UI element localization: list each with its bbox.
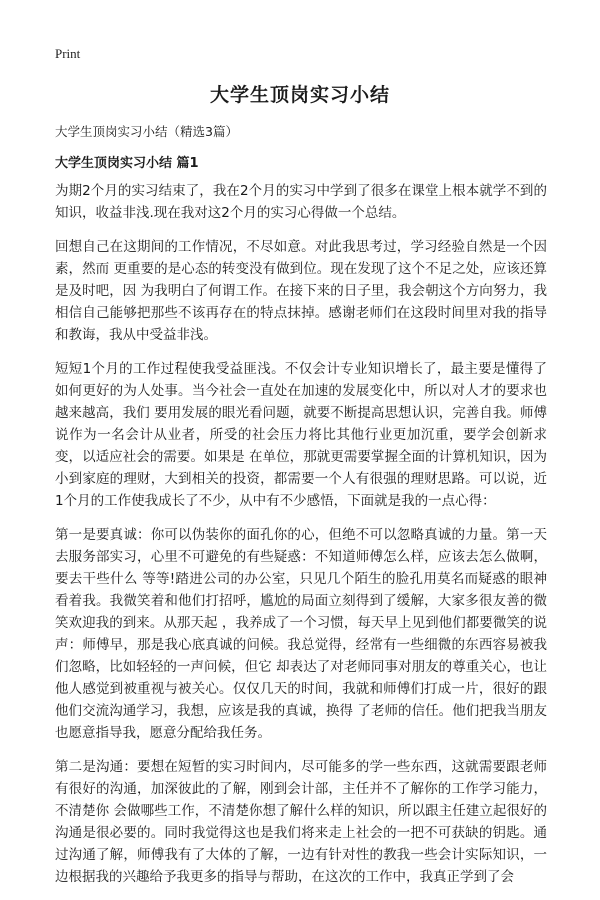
paragraph-3: 短短1个月的工作过程使我受益匪浅。不仅会计专业知识增长了，最主要是懂得了如何更好的为人处事。当今社会一直处在加速的发展变化中，所以对人才的要求也越来越高，我们 要用发展的眼光看问题，就要不断提高思想认识，完善自我。师傅说作为一名会计从业者，所受的社会压力将比其他行业更加沉重，要学会创新求变，以适应社会的需要。如果是 在单位，那就更需要掌握全面的计算机知识，因为小到家庭的理财，大到相关的投资，都需要一个人有很强的理财思路。可以说，近1个月的工作使我成长了不少，从中有不少感悟，下面就是我的一点心得： bbox=[55, 361, 547, 509]
section-heading: 大学生顶岗实习小结 篇1 bbox=[55, 156, 199, 171]
paragraph-5: 第二是沟通：要想在短暂的实习时间内，尽可能多的学一些东西，这就需要跟老师有很好的沟通，加深彼此的了解，刚到会计部，主任并不了解你的工作学习能力，不清楚你 会做哪些工作，不清楚你想了解什么样的知识，所以跟主任建立起很好的沟通是很必要的。同时我觉得这也是我们将来走上社会的一把不可获缺的钥匙。通过沟通了解，师傅我有了大体的了解，一边有针对性的教我一些会计实际知识，一边根据我的兴趣给予我更多的指导与帮助，在这次的工作中，我真正学到了会 bbox=[55, 759, 547, 885]
document-body bbox=[55, 180, 547, 900]
document-title: 大学生顶岗实习小结 bbox=[209, 84, 390, 106]
paragraph-1: 为期2个月的实习结束了，我在2个月的实习中学到了很多在课堂上根本就学不到的知识，收益非浅.现在我对这2个月的实习心得做一个总结。 bbox=[55, 183, 547, 221]
document-subtitle: 大学生顶岗实习小结（精选3篇） bbox=[55, 124, 238, 139]
print-link[interactable]: Print bbox=[55, 46, 81, 61]
paragraph-4: 第一是要真诚：你可以伪装你的面孔你的心，但绝不可以忽略真诚的力量。第一天去服务部实习，心里不可避免的有些疑惑：不知道师傅怎么样，应该去怎么做啊，要去干些什么 等等!踏进公司的办公室，只见几个陌生的脸孔用莫名而疑惑的眼神看着我。我微笑着和他们打招呼，尴尬的局面立刻得到了缓解，大家多很友善的微笑欢迎我的到来。从那天起 ，我养成了一个习惯，每天早上见到他们都要微笑的说声：师傅早，那是我心底真诚的问候。我总觉得，经常有一些细微的东西容易被我们忽略，比如轻轻的一声问候，但它 却表达了对老师同事对朋友的尊重关心，也让他人感觉到被重视与被关心。仅仅几天的时间，我就和师傅们打成一片，很好的跟他们交流沟通学习，我想，应该是我的真诚，换得 了老师的信任。他们把我当朋友也愿意指导我，愿意分配给我任务。 bbox=[55, 527, 547, 741]
paragraph-2: 回想自己在这期间的工作情况，不尽如意。对此我思考过，学习经验自然是一个因素，然而 更重要的是心态的转变没有做到位。现在发现了这个不足之处，应该还算是及时吧，因 为我明白了何谓工作。在接下来的日子里，我会朝这个方向努力，我相信自己能够把那些不该再存在的特点抹掉。感谢老师们在这段时间里对我的指导和教诲，我从中受益非浅。 bbox=[55, 239, 547, 343]
